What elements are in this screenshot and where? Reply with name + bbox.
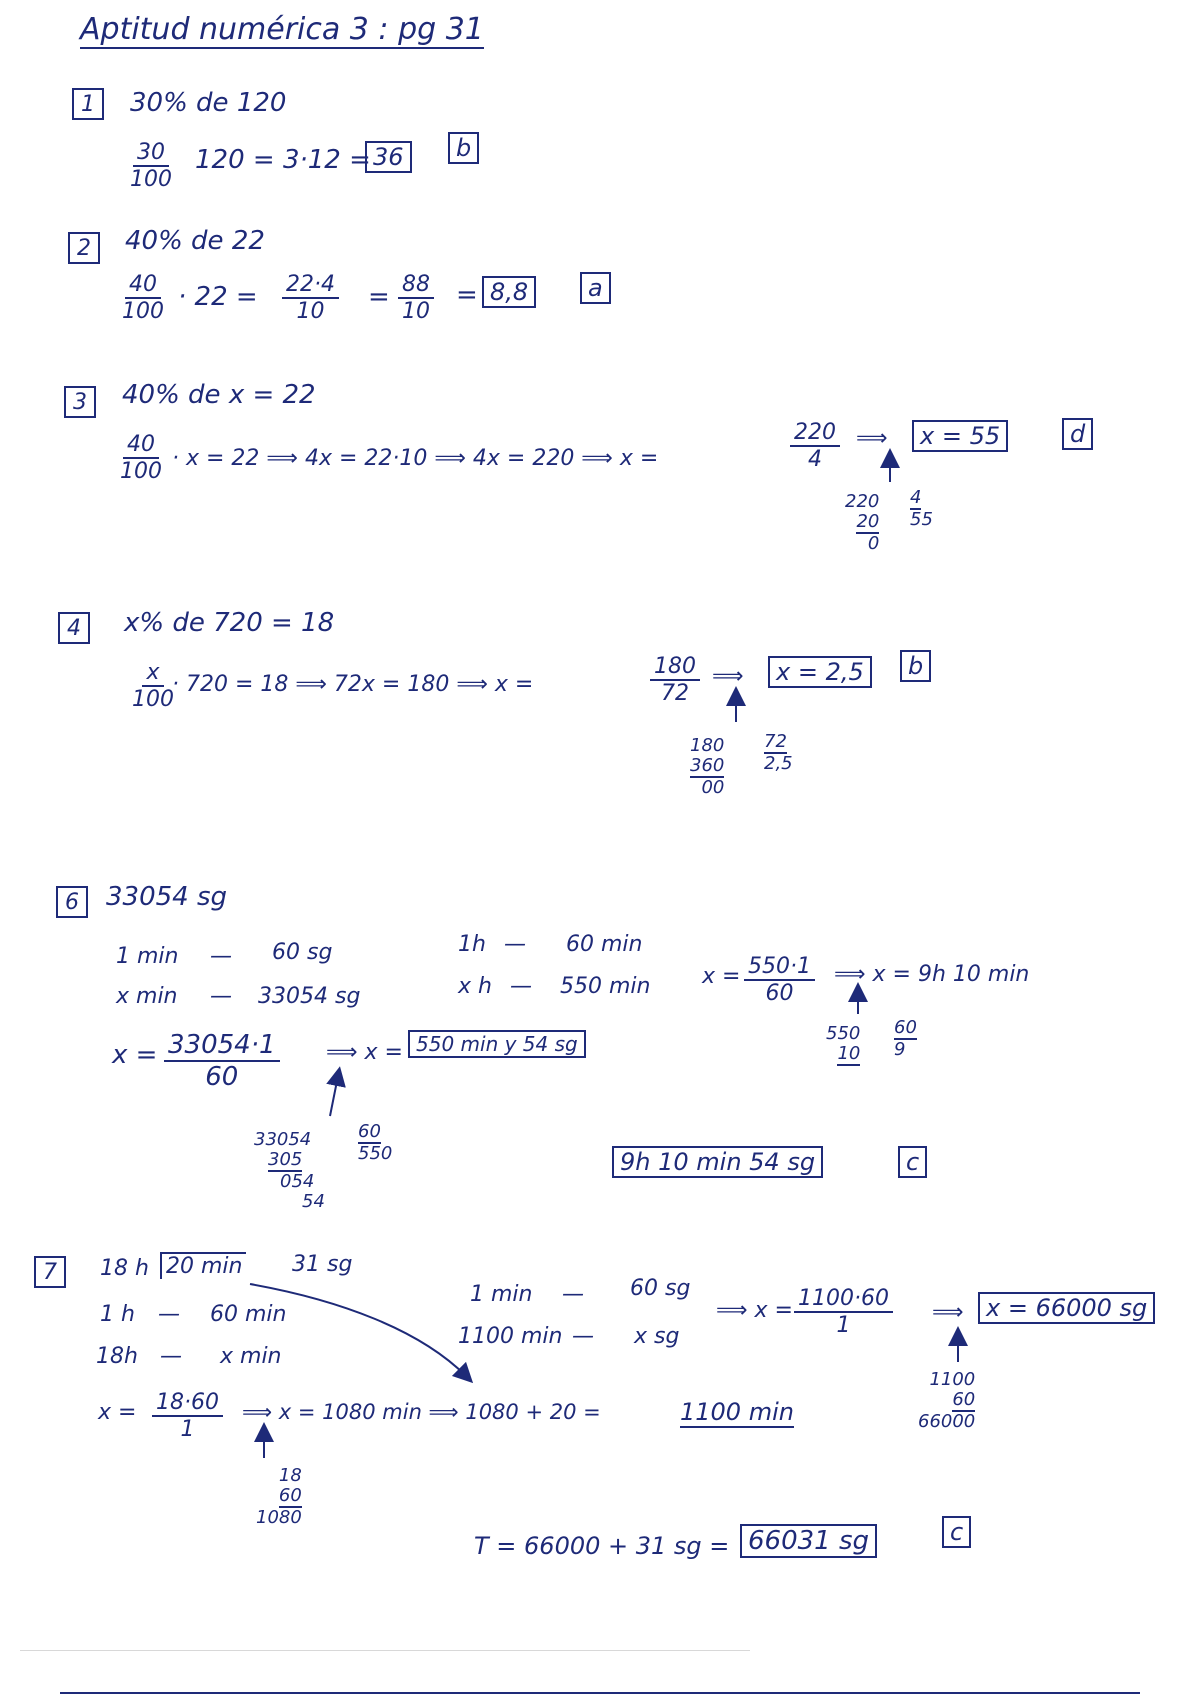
fraction-numerator: 220 xyxy=(790,420,840,447)
fraction-denominator: 100 xyxy=(122,299,164,324)
problem-2-equals: = xyxy=(368,282,390,312)
problem-4-work: · 720 = 18 ⟹ 72x = 180 ⟹ x = xyxy=(172,672,534,697)
problem-6-statement: 33054 sg xyxy=(106,882,228,912)
problem-3-arrow: ⟹ xyxy=(856,426,888,451)
problem-7-total-result: 66031 sg xyxy=(740,1524,877,1558)
problem-3-result: x = 55 xyxy=(912,420,1008,452)
rule-of-three-c: 18h xyxy=(96,1344,138,1369)
rule-of-three-2c: x h xyxy=(458,974,492,999)
fraction-denominator: 10 xyxy=(402,299,430,324)
rule-of-three-b: 60 min xyxy=(210,1302,287,1327)
problem-7-hours: 18 h xyxy=(100,1256,149,1281)
rule-of-three-d: x min xyxy=(220,1344,282,1369)
problem-6-answer-letter: c xyxy=(898,1146,927,1178)
problem-4-answer-letter: b xyxy=(900,650,931,682)
fraction-denominator: 4 xyxy=(808,447,822,472)
fraction-denominator: 10 xyxy=(296,299,325,324)
fraction-numerator: 18·60 xyxy=(152,1390,223,1417)
division-dividend: 220 xyxy=(845,491,880,512)
division-divisor: 60 xyxy=(894,1017,917,1038)
problem-7-eq1-rhs: ⟹ x = 1080 min ⟹ 1080 + 20 = xyxy=(242,1400,601,1424)
problem-6-eq1-lhs: x = xyxy=(112,1040,158,1070)
fraction-denominator: 100 xyxy=(130,167,172,192)
problem-number-6: 6 xyxy=(56,886,88,918)
problem-6-result-1: 550 min y 54 sg xyxy=(408,1030,586,1058)
rule-of-three-c: x min xyxy=(116,984,178,1009)
multiplier: 60 xyxy=(278,1485,302,1506)
division-remainder: 10 xyxy=(837,1043,861,1064)
problem-1-result: 36 xyxy=(365,141,412,173)
division-remainder: 360 xyxy=(690,755,725,776)
divider-faint xyxy=(20,1650,750,1651)
product: 66000 xyxy=(918,1411,976,1432)
rule-of-three-a: 1 h xyxy=(100,1302,135,1327)
problem-6-eq2-lhs: x = xyxy=(702,964,741,989)
rule-of-three-a: 1 min xyxy=(116,944,179,969)
division-divisor: 72 xyxy=(764,731,787,752)
division-quotient: 9 xyxy=(894,1039,906,1060)
problem-4-arrow: ⟹ xyxy=(712,664,744,689)
fraction-numerator: 40 xyxy=(125,272,161,299)
rule-of-three-2c: 1100 min xyxy=(458,1324,563,1349)
rule-of-three-2b: 60 sg xyxy=(630,1276,691,1301)
rule-of-three-2b: 60 min xyxy=(566,932,643,957)
division-quotient: 55 xyxy=(910,509,933,530)
problem-7-result-2: x = 66000 sg xyxy=(978,1292,1155,1324)
fraction-numerator: 40 xyxy=(123,432,159,459)
division-divisor: 60 xyxy=(358,1121,381,1142)
problem-2-result: 8,8 xyxy=(482,276,536,308)
arrow-up xyxy=(330,1076,338,1116)
problem-3-work: · x = 22 ⟹ 4x = 22·10 ⟹ 4x = 220 ⟹ x = xyxy=(172,446,659,471)
problem-7-seconds: 31 sg xyxy=(292,1252,353,1277)
fraction-denominator: 72 xyxy=(661,681,689,706)
fraction-numerator: 180 xyxy=(650,654,700,681)
division-remainder: 305 xyxy=(268,1149,303,1170)
problem-7-answer-letter: c xyxy=(942,1516,971,1548)
problem-6-eq1-rhs: ⟹ x = xyxy=(326,1040,403,1065)
problem-2-equals-2: = xyxy=(456,280,478,310)
dash: — xyxy=(572,1324,594,1349)
multiplier: 60 xyxy=(952,1389,976,1410)
rule-of-three-2d: 550 min xyxy=(560,974,651,999)
problem-6-eq2-rhs: ⟹ x = 9h 10 min xyxy=(834,962,1030,987)
problem-number-1: 1 xyxy=(72,88,104,120)
dash: — xyxy=(160,1344,182,1369)
fraction-denominator: 100 xyxy=(120,459,162,484)
rule-of-three-b: 60 sg xyxy=(272,940,333,965)
problem-4-result: x = 2,5 xyxy=(768,656,872,688)
dash: — xyxy=(510,974,532,999)
problem-4-statement: x% de 720 = 18 xyxy=(124,608,335,638)
division-remainder: 0 xyxy=(867,533,880,554)
fraction-numerator: 550·1 xyxy=(744,954,815,981)
division-quotient: 2,5 xyxy=(764,753,793,774)
division-remainder: 20 xyxy=(856,511,880,532)
fraction-numerator: x xyxy=(142,660,163,687)
problem-1-statement: 30% de 120 xyxy=(130,88,287,118)
division-dividend: 33054 xyxy=(254,1129,312,1150)
fraction-denominator: 100 xyxy=(132,687,174,712)
fraction-denominator: 60 xyxy=(205,1062,239,1092)
fraction-numerator: 22·4 xyxy=(282,272,339,299)
problem-7-eq1-result: 1100 min xyxy=(680,1398,794,1426)
rule-of-three-2d: x sg xyxy=(634,1324,680,1349)
division-divisor: 4 xyxy=(910,487,922,508)
problem-2-work: · 22 = xyxy=(178,282,258,312)
division-remainder: 54 xyxy=(302,1191,325,1212)
division-dividend: 550 xyxy=(826,1023,861,1044)
fraction-denominator: 1 xyxy=(836,1313,851,1338)
problem-number-4: 4 xyxy=(58,612,90,644)
division-remainder: 054 xyxy=(280,1171,315,1192)
problem-number-2: 2 xyxy=(68,232,100,264)
problem-number-7: 7 xyxy=(34,1256,66,1288)
multiplicand: 1100 xyxy=(929,1369,976,1390)
problem-2-answer-letter: a xyxy=(580,272,611,304)
dash: — xyxy=(210,984,232,1009)
dash: — xyxy=(562,1282,584,1307)
problem-1-work: 120 = 3·12 = xyxy=(195,145,371,175)
problem-6-final-result: 9h 10 min 54 sg xyxy=(612,1146,823,1178)
problem-number-3: 3 xyxy=(64,386,96,418)
problem-7-eq2-rhs: ⟹ xyxy=(932,1300,964,1325)
problem-3-statement: 40% de x = 22 xyxy=(122,380,316,410)
multiplicand: 18 xyxy=(278,1465,302,1486)
page-title: Aptitud numérica 3 : pg 31 xyxy=(80,12,484,47)
page-bottom-line xyxy=(60,1692,1140,1694)
fraction-numerator: 30 xyxy=(133,140,169,167)
problem-2-statement: 40% de 22 xyxy=(125,226,265,256)
problem-7-eq2-lhs: ⟹ x = xyxy=(716,1298,793,1323)
fraction-numerator: 88 xyxy=(398,272,434,299)
fraction-denominator: 1 xyxy=(180,1417,195,1442)
division-remainder: 00 xyxy=(701,777,725,798)
rule-of-three-2a: 1h xyxy=(458,932,486,957)
division-quotient: 550 xyxy=(358,1143,393,1164)
fraction-denominator: 60 xyxy=(765,981,794,1006)
dash: — xyxy=(210,944,232,969)
dash: — xyxy=(504,932,526,957)
problem-7-minutes: 20 min xyxy=(160,1252,246,1279)
division-dividend: 180 xyxy=(690,735,725,756)
problem-7-total: T = 66000 + 31 sg = xyxy=(474,1532,730,1560)
product: 1080 xyxy=(256,1507,302,1528)
rule-of-three-d: 33054 sg xyxy=(258,984,361,1009)
rule-of-three-2a: 1 min xyxy=(470,1282,533,1307)
problem-1-answer-letter: b xyxy=(448,132,479,164)
fraction-numerator: 33054·1 xyxy=(164,1030,280,1062)
problem-7-eq1-lhs: x = xyxy=(98,1400,137,1425)
fraction-numerator: 1100·60 xyxy=(794,1286,893,1313)
arrow-curve xyxy=(250,1284,466,1376)
problem-3-answer-letter: d xyxy=(1062,418,1093,450)
dash: — xyxy=(158,1302,180,1327)
